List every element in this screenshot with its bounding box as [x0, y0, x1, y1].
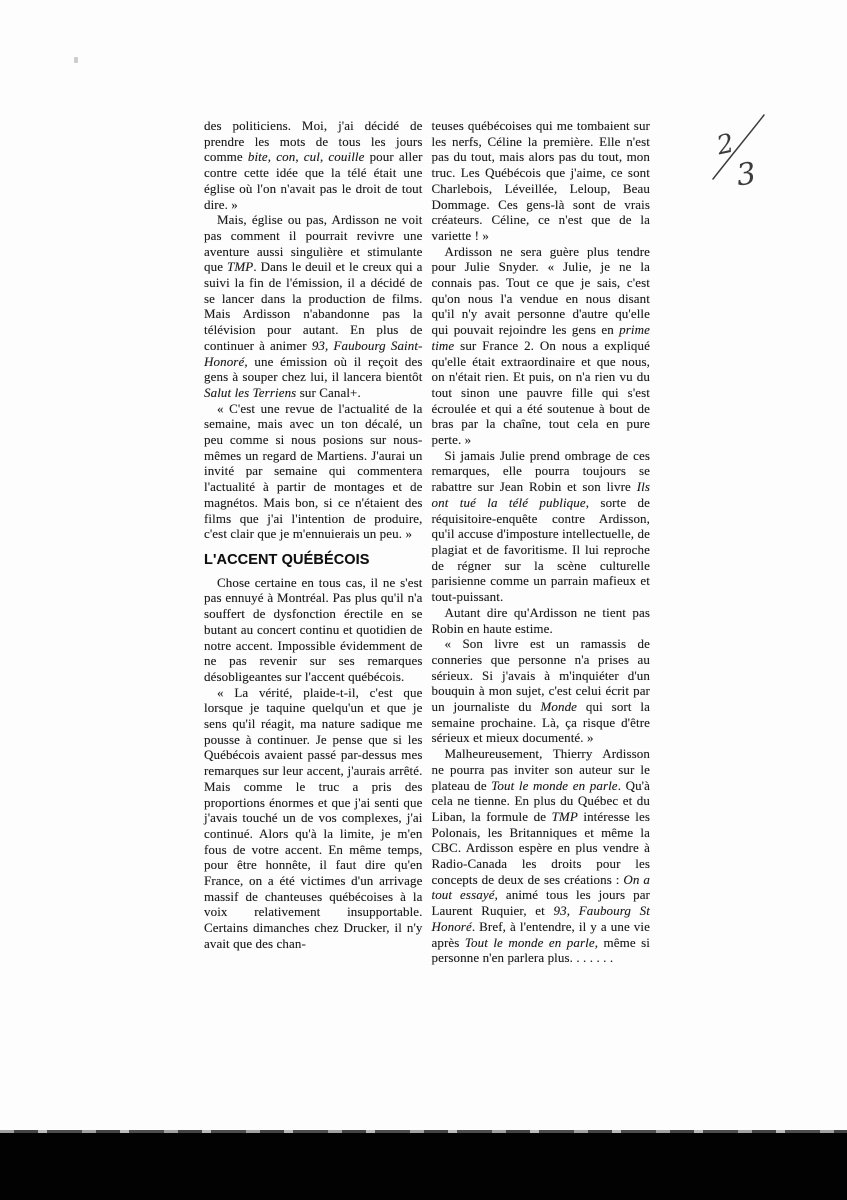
text-run: Si jamais Julie prend ombrage de ces remarques, elle pourra toujours se rabattre sur Jean Robin et son livre	[431, 447, 650, 495]
paragraph	[204, 575, 423, 685]
text-run: , une émission où il reçoit des gens à souper chez lui, il lancera bientôt	[204, 353, 423, 385]
text-run: Chose certaine en tous cas, il ne s'est pas ennuyé à Montréal. Pas plus qu'il n'a souffert de dysfonction érectile en se butant au concert continu et quotidien de notre accent. Impossible évidemment de ne pas revenir sur ses remarques désobligeantes sur l'accent québécois.	[204, 574, 423, 684]
text-run: Ardisson ne sera guère plus tendre pour Julie Snyder. « Julie, je ne la connais pas. Tout ce que je sais, c'est qu'on nous l'a vendue en nous disant qu'il n'y avait personne d'autre qu'elle qui pouvait rejoindre les gens en	[431, 243, 650, 338]
article-column-right	[432, 118, 651, 966]
italic-text-run: prime time	[431, 322, 650, 353]
paragraph	[432, 448, 651, 605]
text-run: . Qu'à cela ne tienne. En plus du Québec et du Liban, la formule de	[431, 777, 650, 824]
text-run: pour aller contre cette idée que la télé était une église où l'on n'avait pas le droit de tout dire. »	[204, 149, 423, 212]
text-run: « La vérité, plaide-t-il, c'est que lorsque je taquine quelqu'un et que je sens qu'il réagit, ma nature sadique me pousse à continuer. Je pense que si les Québécois avaient passé par-dessus mes remarques sur leur accent, j'aurais arrêté. Mais comme le truc a pris des proportions énormes et que j'ai senti que j'avais touché un de vos complexes, j'ai continué. Alors qu'à la limite, je m'en fous de votre accent. En même temps, pour être honnête, il faut dire qu'en France, on a été victimes d'un arrivage massif de chanteuses québécoises à la voix relativement insupportable. Certains dimanches chez Drucker, il n'y avait que des chan-	[204, 684, 423, 951]
paragraph	[432, 746, 651, 966]
italic-text-run: bite	[247, 149, 268, 165]
text-run: . Dans le deuil et le creux qui a suivi la fin de l'émission, il a décidé de se lancer dans la production de films. Mais Ardisson n'abandonne pas la télévision pour autant. En plus de continuer à animer	[204, 259, 423, 353]
text-run: « C'est une revue de l'actualité de la semaine, mais avec un ton décalé, un peu comme si nous posions sur nous-mêmes un regard de Martiens. J'aurai un invité par semaine qui commentera l'actualité à partir de montages et de magnétos. Mais bon, si ce n'étaient des films que j'ai l'intention de produire, c'est clair que je m'ennuierais un peu. »	[204, 400, 423, 542]
section-heading: L'ACCENT QUÉBÉCOIS	[204, 551, 370, 568]
italic-text-run: Monde	[540, 699, 578, 715]
italic-text-run: Tout le monde en parle	[464, 934, 595, 950]
text-run: des politiciens. Moi, j'ai décidé de prendre les mots de tous les jours comme	[204, 118, 423, 165]
text-run: Malheureusement, Thierry Ardisson ne pourra pas inviter son auteur sur le plateau de	[431, 746, 650, 793]
text-run: ,	[319, 149, 329, 165]
paragraph	[204, 401, 423, 542]
text-run: Mais, église ou pas, Ardisson ne voit pas comment il pourrait revivre une aventure aussi singulière et stimulante que	[204, 212, 423, 275]
italic-text-run: TMP	[551, 808, 578, 824]
paragraph	[432, 605, 651, 636]
paragraph	[432, 244, 651, 448]
italic-text-run: con	[276, 149, 296, 165]
text-run: qui sort la semaine prochaine. Là, ça risque d'être sérieux et mieux documenté. »	[431, 699, 650, 746]
handwritten-page-number	[700, 106, 788, 194]
paragraph	[204, 118, 423, 212]
italic-text-run: Salut les Terriens	[204, 384, 297, 400]
italic-text-run: Ils ont tué la télé publique	[431, 479, 650, 510]
italic-text-run: 93, Faubourg St Honoré	[431, 903, 650, 934]
article-column-left	[204, 118, 423, 966]
paragraph	[204, 212, 423, 400]
italic-text-run: TMP	[227, 259, 254, 275]
text-run: Autant dire qu'Ardisson ne tient pas Robin en haute estime.	[431, 604, 650, 636]
paragraph	[432, 118, 651, 244]
text-run: ,	[295, 149, 304, 165]
text-run: « Son livre est un ramassis de conneries que personne n'a prises au sérieux. Si j'avais à m'inquiéter d'un bouquin à mon sujet, c'est celui écrit par un journaliste du	[431, 636, 650, 715]
text-run: intéresse les Polonais, les Britanniques et même la CBC. Ardisson espère en plus vendre à Radio-Canada les droits pour les concepts de deux de ses créations :	[431, 808, 650, 887]
text-run: teuses québécoises qui me tombaient sur les nerfs, Céline la première. Elle n'est pas du tout, mais alors pas du tout, mon truc. Les Québécois que j'aime, ce sont Charlebois, Léveillée, Leloup, Beau Dommage. Ces gens-là sont de vrais créateurs. Céline, ce n'est que de la variette ! »	[431, 118, 650, 243]
text-run: . Bref, à l'entendre, il y a une vie après	[431, 918, 650, 950]
text-run: ,	[267, 149, 277, 165]
italic-text-run: 93, Faubourg Saint-Honoré	[204, 337, 423, 369]
italic-text-run: couille	[328, 149, 365, 165]
text-run: , même si personne n'en parlera plus. . . . . . .	[431, 934, 650, 966]
page-number-numerator: 2	[714, 128, 737, 162]
scan-speck	[74, 57, 78, 63]
page-number-denominator: 3	[734, 156, 759, 194]
text-run: , animé tous les jours par Laurent Ruquier, et	[431, 887, 650, 919]
italic-text-run: On a tout essayé	[431, 871, 650, 903]
paragraph	[432, 636, 651, 746]
text-run: , sorte de réquisitoire-enquête contre Ardisson, qu'il accuse d'imposture intellectuelle, de plagiat et de favoritisme. Il lui reproche de régner sur la scène culturelle parisienne comme un parrain mafieux et tout-puissant.	[431, 494, 651, 605]
article-body	[204, 118, 650, 966]
italic-text-run: cul	[303, 149, 320, 165]
scan-black-band	[0, 1133, 847, 1200]
italic-text-run: Tout le monde en parle	[491, 777, 618, 793]
text-run: sur France 2. On nous a expliqué qu'elle était extraordinaire et que nous, on n'était rien. Et puis, on n'a rien vu du tout sinon une pauvre fille qui s'est écroulée et qui a été soutenue à bout de bras par la chaîne, tout cela en pure perte. »	[431, 337, 650, 448]
paragraph	[204, 685, 423, 952]
text-run: sur Canal+.	[296, 384, 361, 400]
